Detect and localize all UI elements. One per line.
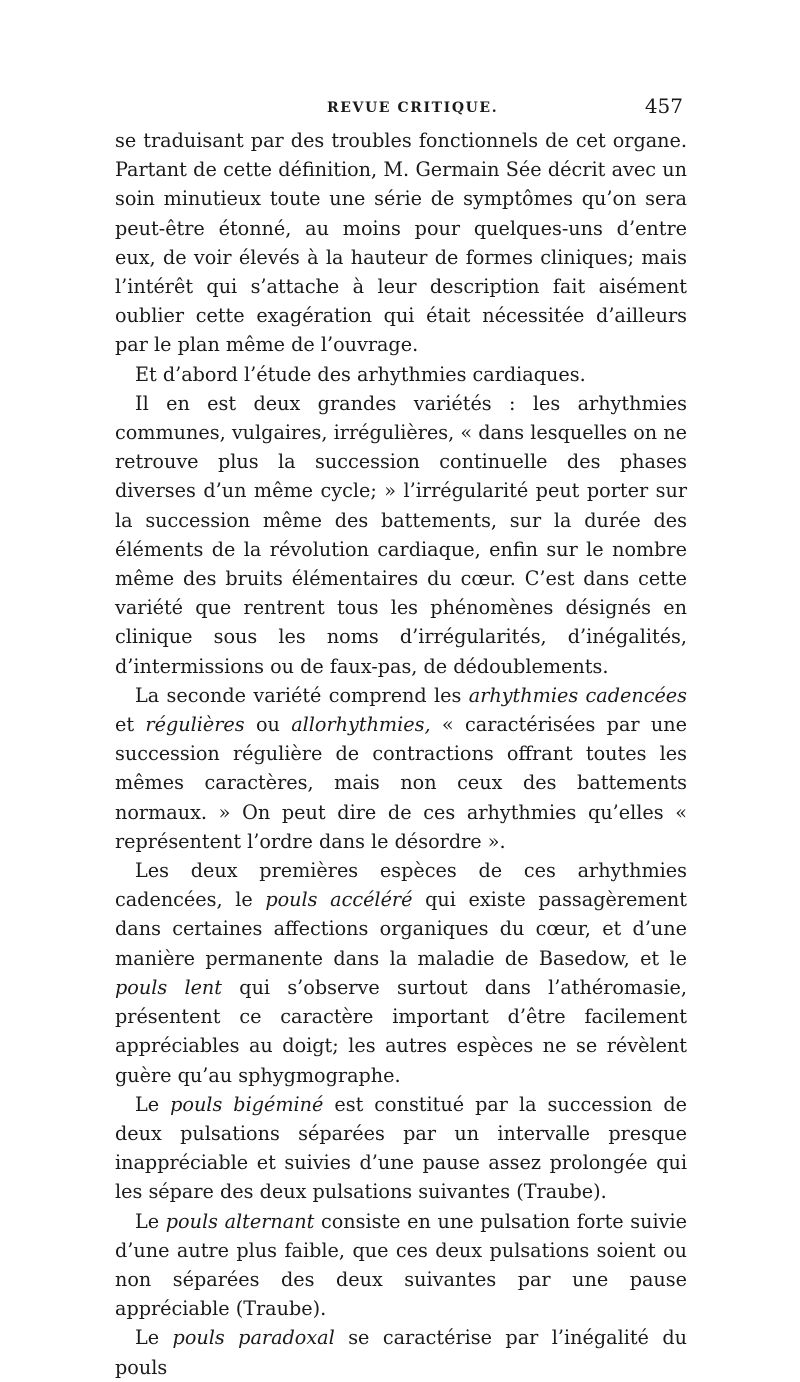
italic-term: arhythmies cadencées (468, 683, 687, 707)
text-run: Il en est deux grandes variétés : les arhythmies communes, vulgaires, irrégulières, « dans lesquelles on ne retrouve plus la succession continuelle des phases diverses d’un même cycle; » l’irrégularité peut porter sur la succession même des battements, sur la durée des éléments de la révolution cardiaque, enfin sur le nombre même des bruits élémentaires du cœur. C’est dans cette variété que rentrent tous les phénomènes désignés en clinique sous les noms d’irrégularités, d’inégalités, d’intermissions ou de faux-pas, de dédoublements. (115, 391, 687, 678)
italic-term: pouls lent (115, 975, 223, 999)
text-run: « caractérisées par une succession régulière de contractions offrant toutes les mêmes caractères, mais non ceux des battements normaux. » On peut dire de ces arhythmies qu’elles « représentent l’ordre dans le désordre ». (115, 713, 688, 853)
text-run: consiste en une pulsation forte suivie d’une autre plus faible, que ces deux pulsations soient ou non séparées des deux suivantes par une pause appréciable (Traube). (115, 1209, 687, 1321)
text-run: Le (135, 1092, 171, 1116)
italic-term: allorhythmies, (291, 713, 431, 737)
book-page (115, 92, 687, 1382)
paragraph (115, 1207, 687, 1324)
text-run: est constitué par la succession de deux pulsations séparées par un intervalle presque inappréciable et suivies d’une pause assez prolongée qui les sépare des deux pulsations suivantes (Traube). (115, 1092, 687, 1204)
text-run: qui s’observe surtout dans l’athéromasie, présentent ce caractère important d’être facilement appréciables au doigt; les autres espèces ne se révèlent guère qu’au sphygmographe. (115, 975, 687, 1087)
body-text (115, 126, 687, 1382)
text-run: se caractérise par l’inégalité du pouls (115, 1326, 687, 1379)
page-number: 457 (644, 94, 683, 118)
text-run: Le (135, 1326, 173, 1350)
paragraph (115, 681, 687, 856)
text-run: Le (135, 1209, 166, 1233)
text-run: Les deux premières espèces de ces arhythmies cadencées, le (115, 859, 687, 912)
italic-term: régulières (145, 713, 245, 737)
italic-term: pouls alternant (165, 1209, 315, 1233)
running-head-title: REVUE CRITIQUE. (327, 100, 499, 116)
text-run: qui existe passagèrement dans certaines affections organiques du cœur, et d’une manière permanente dans la maladie de Basedow, et le (115, 888, 687, 970)
paragraph (115, 1323, 687, 1381)
text-run: et (115, 713, 146, 737)
paragraph (115, 389, 687, 681)
italic-term: pouls accéléré (265, 888, 413, 912)
text-run: se traduisant par des troubles fonctionnels de cet organe. Partant de cette définition, M. Germain Sée décrit avec un soin minutieux toute une série de symptômes qu’on sera peut-être étonné, au moins pour quelques-uns d’entre eux, de voir élevés à la hauteur de formes cliniques; mais l’intérêt qui s’attache à leur description fait aisément oublier cette exagération qui était nécessitée d’ailleurs par le plan même de l’ouvrage. (115, 129, 687, 357)
paragraph (115, 360, 687, 389)
text-run: ou (244, 713, 292, 737)
text-run: La seconde variété comprend les (135, 683, 469, 707)
italic-term: pouls bigéminé (170, 1092, 324, 1116)
italic-term: pouls paradoxal (172, 1326, 335, 1350)
paragraph (115, 856, 687, 1090)
running-head (115, 92, 687, 126)
paragraph (115, 126, 687, 360)
text-run: Et d’abord l’étude des arhythmies cardiaques. (135, 362, 586, 386)
paragraph (115, 1090, 687, 1207)
